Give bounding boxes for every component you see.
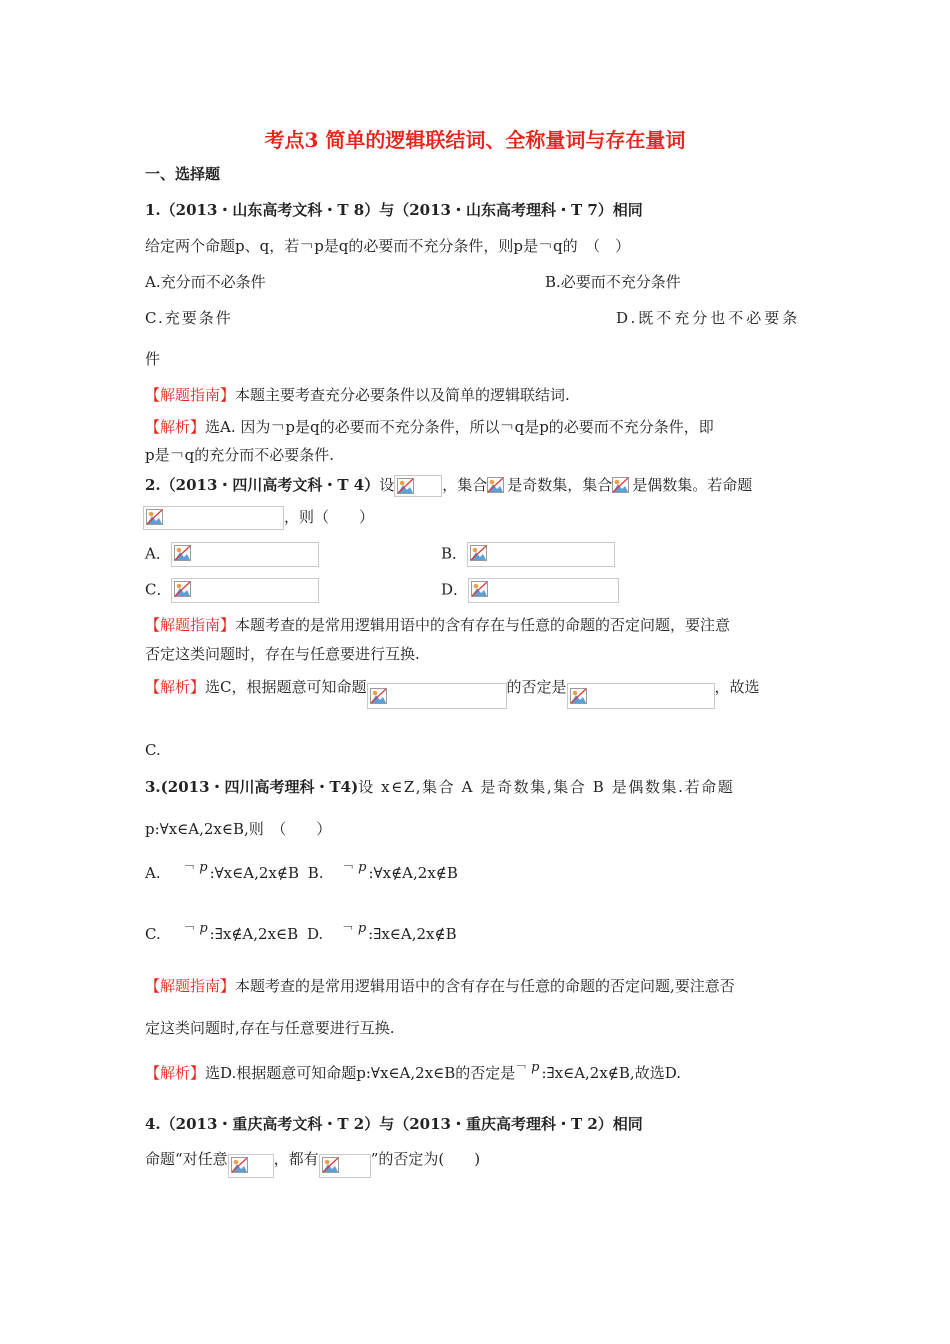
- formula-image: [612, 475, 632, 497]
- q2-header-line: [145, 474, 752, 497]
- broken-image-icon: [231, 1157, 248, 1173]
- negation-p-symbol: ￢ p: [183, 860, 208, 875]
- q1-analysis-line2: p是￢q的充分而不必要条件.: [145, 446, 334, 464]
- option-text: :∃x∉A,2x∈B: [209, 925, 299, 943]
- broken-image-icon: [570, 688, 587, 704]
- formula-image: [367, 683, 507, 709]
- formula-image: [567, 683, 715, 709]
- negation-p-symbol: ￢ p: [341, 921, 367, 936]
- analysis-text: 选C，根据题意可知命题: [205, 678, 367, 696]
- negation-p-symbol: ￢ p: [515, 1060, 540, 1075]
- analysis-text: 选A. 因为￢p是q的必要而不充分条件，所以￢q是p的必要而不充分条件，即: [205, 418, 714, 436]
- broken-image-icon: [146, 509, 163, 525]
- q1-guide: [145, 384, 570, 405]
- q1-option-c: C.充要条件: [145, 309, 233, 327]
- q3-stem-line2: p:∀x∈A,2x∈B,则 （ ）: [145, 820, 332, 838]
- formula-image: [487, 475, 507, 497]
- formula-image: [468, 578, 619, 603]
- q2-option-c: [145, 578, 319, 603]
- negation-p-symbol: ￢ p: [342, 860, 367, 875]
- q2-text: 设: [379, 476, 395, 494]
- option-label: C．: [145, 580, 172, 599]
- q1-option-d: D.既不充分也不必要条: [616, 309, 801, 327]
- q2-text: ，集合: [442, 476, 488, 494]
- q2-text: ，则（ ）: [284, 508, 375, 526]
- formula-image: [143, 506, 284, 530]
- q4-text: 命题“对任意: [145, 1150, 228, 1168]
- q3-stem: 设 x∈Z,集合 A 是奇数集,集合 B 是偶数集.若命题: [358, 778, 735, 796]
- section-heading: 一、选择题: [145, 165, 221, 183]
- q4-text: ，都有: [273, 1150, 319, 1168]
- option-label: A.: [145, 864, 161, 882]
- q3-options-cd: [145, 921, 457, 943]
- analysis-text: 选D.根据题意可知命题p:∀x∈A,2x∈B的否定是: [205, 1064, 516, 1082]
- q1-header: 1.（2013・山东高考文科・T 8）与（2013・山东高考理科・T 7）相同: [145, 201, 643, 219]
- formula-image: [467, 542, 615, 567]
- analysis-text: :∃x∈A,2x∉B,故选D.: [541, 1064, 681, 1082]
- formula-image: [319, 1154, 371, 1178]
- negation-p-symbol: ￢ p: [183, 921, 208, 936]
- broken-image-icon: [322, 1157, 339, 1173]
- q2-option-d: [441, 578, 619, 603]
- guide-tag: 【解题指南】: [145, 977, 236, 995]
- q2-guide-line2: 否定这类问题时，存在与任意要进行互换.: [145, 645, 420, 663]
- q2-analysis: [145, 675, 760, 701]
- broken-image-icon: [397, 478, 414, 494]
- analysis-tag: 【解析】: [145, 418, 206, 436]
- q2-stem-line2: [143, 506, 374, 530]
- formula-image: [171, 542, 319, 567]
- q3-header: 3.(2013・四川高考理科・T4): [145, 778, 359, 796]
- q2-text: 是奇数集，集合: [507, 476, 613, 494]
- formula-image: [394, 475, 442, 497]
- q3-guide-line2: 定这类问题时,存在与任意要进行互换.: [145, 1019, 395, 1037]
- q1-analysis: [145, 416, 714, 437]
- option-text: :∀x∉A,2x∉B: [368, 864, 458, 882]
- broken-image-icon: [370, 688, 387, 704]
- q3-analysis: [145, 1062, 681, 1083]
- option-label: D．: [441, 580, 469, 599]
- guide-text: 本题考查的是常用逻辑用语中的含有存在与任意的命题的否定问题,要注意否: [235, 977, 735, 995]
- q3-header-line: [145, 776, 734, 797]
- analysis-text: 的否定是: [506, 678, 567, 696]
- q1-option-a: A.充分而不必条件: [145, 273, 266, 291]
- option-label: B.: [307, 864, 324, 882]
- guide-text: 本题主要考查充分必要条件以及简单的逻辑联结词.: [235, 386, 570, 404]
- page-title: 考点3 简单的逻辑联结词、全称量词与存在量词: [264, 128, 686, 152]
- broken-image-icon: [471, 581, 488, 597]
- option-text: :∀x∈A,2x∉B: [209, 864, 299, 882]
- analysis-text: ，故选: [714, 678, 760, 696]
- broken-image-icon: [612, 477, 629, 493]
- analysis-tag: 【解析】: [145, 678, 206, 696]
- guide-tag: 【解题指南】: [145, 616, 236, 634]
- broken-image-icon: [174, 581, 191, 597]
- broken-image-icon: [487, 477, 504, 493]
- option-label: D.: [306, 925, 324, 943]
- guide-tag: 【解题指南】: [145, 386, 236, 404]
- q2-text: 是偶数集。若命题: [632, 476, 753, 494]
- q3-guide: [145, 975, 735, 996]
- option-label: B．: [441, 544, 468, 563]
- q1-option-d-continued: 件: [145, 350, 161, 368]
- q2-header: 2.（2013・四川高考文科・T 4）: [145, 476, 380, 494]
- formula-image: [171, 578, 319, 603]
- option-text: :∃x∈A,2x∉B: [368, 925, 457, 943]
- q2-guide: [145, 614, 730, 635]
- q1-option-b: B.必要而不充分条件: [545, 273, 681, 291]
- q1-stem: 给定两个命题p、q，若￢p是q的必要而不充分条件，则p是￢q的 （ ）: [145, 237, 631, 255]
- q2-analysis-end: C.: [145, 741, 161, 759]
- guide-text: 本题考查的是常用逻辑用语中的含有存在与任意的命题的否定问题，要注意: [235, 616, 731, 634]
- q4-stem: [145, 1148, 480, 1172]
- analysis-tag: 【解析】: [145, 1064, 206, 1082]
- q4-header: 4.（2013・重庆高考文科・T 2）与（2013・重庆高考理科・T 2）相同: [145, 1115, 643, 1133]
- broken-image-icon: [174, 545, 191, 561]
- formula-image: [228, 1154, 274, 1178]
- q3-options-ab: [145, 860, 458, 882]
- broken-image-icon: [470, 545, 487, 561]
- q2-option-a: [145, 542, 319, 567]
- q4-text: ”的否定为( ): [370, 1150, 481, 1168]
- q2-option-b: [441, 542, 615, 567]
- option-label: C.: [145, 925, 161, 943]
- option-label: A．: [145, 544, 171, 563]
